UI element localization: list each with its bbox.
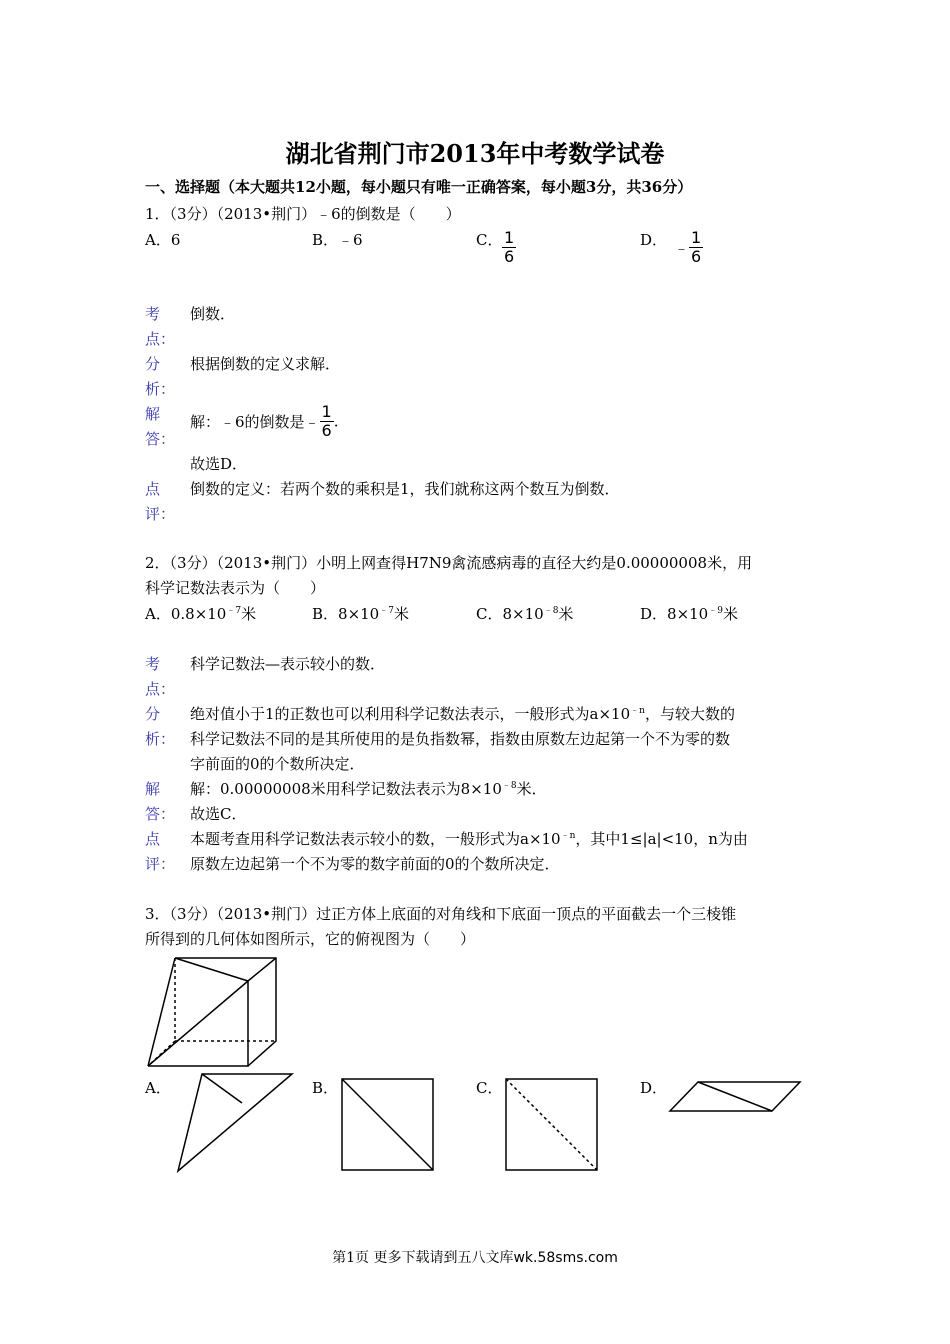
frac-denominator: 6 [321,421,332,440]
q3-option-c: C． [476,1079,503,1097]
q2-c-unit: 米 [558,605,574,623]
q2-label-jie: 解 [145,780,161,798]
q2-label-dian2: 点 [145,830,161,848]
footer-text: 第1页 更多下载请到五八文库 [332,1250,514,1266]
q2-c-exp: ﹣8 [543,606,559,616]
q2-a-exp: ﹣7 [226,606,242,616]
page-footer [0,1247,950,1267]
q2-d-unit: 米 [722,605,738,623]
q2-jieda-text: 解：0.00000008米用科学记数法表示为8×10 [190,780,502,798]
q2-d-base: D．8×10 [640,605,709,623]
q1-label-da: 答： [145,430,176,448]
q1-kaodian: 倒数． [190,305,236,323]
q2-option-c [476,603,573,624]
q3-option-c-figure [502,1075,602,1173]
square-diagonal-solid [342,1079,433,1170]
minus-sign: ﹣ [674,239,690,257]
q2-b-unit: 米 [393,605,409,623]
q2-option-a [145,603,256,624]
q2-jieda-line1 [190,778,547,799]
q2-b-base: B．8×10 [312,605,380,623]
q2-label-da: 答： [145,805,176,823]
q2-fenxi-tail: ，与较大数的 [644,705,735,723]
q1-label-dian: 点： [145,330,176,348]
triangle-outline [178,1074,292,1171]
q1-label-kao: 考 [145,305,161,323]
q1-label-dian2: 点 [145,480,161,498]
cube-right-top-edge [248,958,276,981]
q2-fenxi-line2: 科学记数法不同的是其所使用的是负指数幂，指数由原数左边起第一个不为零的数 [190,730,731,748]
q1-jieda-period: . [333,412,339,431]
q1-fenxi: 根据倒数的定义求解． [190,355,341,373]
q2-dianping-line1 [190,828,748,849]
q2-stem-line1: 2．（3分）（2013•荆门）小明上网查得H7N9禽流感病毒的直径大约是0.00000008米，用 [145,554,753,572]
q2-stem-line2: 科学记数法表示为（ ） [145,579,326,597]
q2-fenxi-exp: ﹣n [630,706,645,716]
q2-fenxi-text: 绝对值小于1的正数也可以利用科学记数法表示，一般形式为a×10 [190,705,631,723]
q1-option-b: B．﹣6 [312,231,363,249]
frac-denominator: 6 [504,247,515,266]
q2-d-exp: ﹣9 [708,606,723,616]
q3-option-d: D． [640,1079,668,1097]
q1-option-a: A．6 [145,231,181,249]
q1-label-jie: 解 [145,405,161,423]
q1-option-d: D． [640,231,668,249]
q1-option-d-fraction [674,229,703,266]
footer-site-link[interactable]: wk.58sms.com [513,1250,618,1266]
q2-label-fen: 分 [145,705,161,723]
triangle-inner-line [202,1074,242,1103]
q2-label-xi: 析： [145,730,176,748]
q1-jieda-text: 解：﹣6的倒数是﹣ [190,413,320,431]
q3-option-a: A． [145,1079,171,1097]
q1-jieda-choice: 故选D． [190,455,248,473]
section-heading: 一、选择题（本大题共12小题，每小题只有唯一正确答案，每小题3分，共36分） [145,178,693,196]
q1-label-xi: 析： [145,380,176,398]
q2-c-base: C．8×10 [476,605,544,623]
q3-stem-line2: 所得到的几何体如图所示，它的俯视图为（ ） [145,930,476,948]
q1-option-c-fraction [502,229,516,266]
q2-fenxi-line3: 字前面的0的个数所决定． [190,755,365,773]
q3-stem-line1: 3．（3分）（2013•荆门）过正方体上底面的对角线和下底面一顶点的平面截去一个三棱锥 [145,905,737,923]
q3-option-b-figure [338,1075,438,1173]
q1-stem: 1．（3分）（2013•荆门）﹣6的倒数是（ ） [145,205,461,223]
q2-dianping-line2: 原数左边起第一个不为零的数字前面的0的个数所决定． [190,855,560,873]
square-diagonal-dashed [506,1079,597,1170]
q1-option-c: C． [476,231,503,249]
q2-b-exp: ﹣7 [379,606,394,616]
cut-edge-2 [148,958,175,1066]
q2-option-d [640,603,738,624]
q2-kaodian: 科学记数法—表示较小的数． [190,655,386,673]
q1-label-fen: 分 [145,355,161,373]
q2-dianping-text: 本题考查用科学记数法表示较小的数，一般形式为a×10 [190,830,561,848]
hidden-edge-3 [148,1041,175,1066]
frac-numerator: 1 [504,228,515,247]
frac-numerator: 1 [691,228,702,247]
q3-option-b: B． [312,1079,339,1097]
q3-option-a-figure [170,1070,300,1175]
cut-edge-3 [148,981,248,1066]
q2-a-base: A．0.8×10 [145,605,227,623]
q2-jieda-choice: 故选C． [190,805,247,823]
q3-option-d-figure [668,1078,808,1118]
q1-jieda [190,403,339,440]
q2-label-kao: 考 [145,655,161,673]
q2-jieda-exp: ﹣8 [501,781,517,791]
q1-label-ping: 评： [145,505,176,523]
q3-solid-figure [140,950,285,1075]
q2-label-dian: 点： [145,680,176,698]
frac-numerator: 1 [321,402,332,421]
frac-denominator: 6 [691,247,702,266]
q2-dianping-tail: ，其中1≤|a|<10，n为由 [575,830,748,848]
q2-option-b [312,603,409,624]
q2-a-unit: 米 [241,605,257,623]
cut-edge-1 [175,958,248,981]
page-title: 湖北省荆门市2013年中考数学试卷 [285,139,665,168]
parallelogram-diagonal [698,1082,772,1111]
q2-fenxi-line1 [190,703,735,724]
q2-label-ping: 评： [145,855,176,873]
q2-dianping-exp: ﹣n [560,831,576,841]
q2-jieda-tail: 米． [516,780,547,798]
q1-dianping: 倒数的定义：若两个数的乘积是1，我们就称这两个数互为倒数． [190,480,620,498]
